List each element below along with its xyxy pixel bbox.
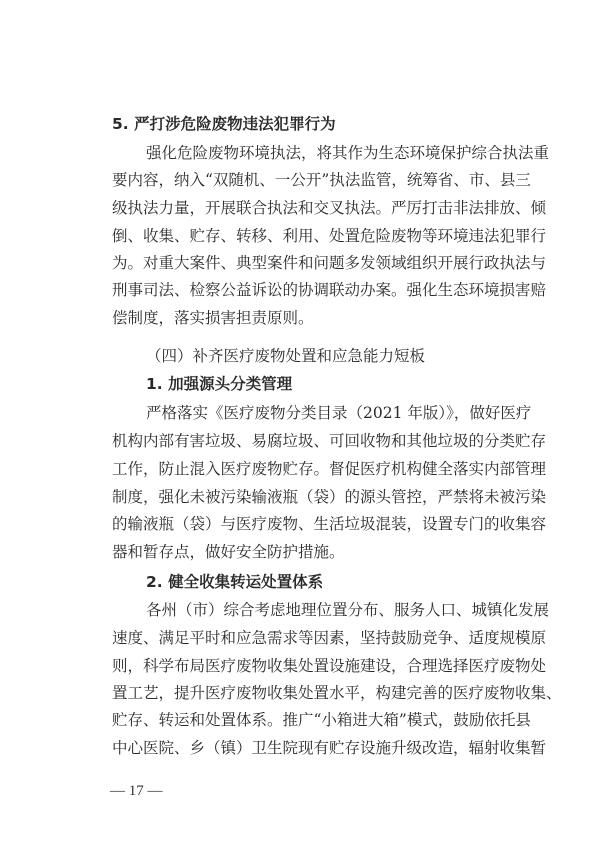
paragraph-line: 贮存、转运和处置体系。推广“小箱进大箱”模式，鼓励依托县 xyxy=(112,711,531,729)
part-heading: （四）补齐医疗废物处置和应急能力短板 xyxy=(146,347,426,365)
paragraph-line: 为。对重大案件、典型案件和问题多发领域组织开展行政执法与 xyxy=(112,254,547,272)
section-heading: 5. 严打涉危险废物违法犯罪行为 xyxy=(112,115,336,133)
paragraph-line: 强化危险废物环境执法，将其作为生态环境保护综合执法重 xyxy=(146,144,550,162)
paragraph-line: 刑事司法、检察公益诉讼的协调联动办案。强化生态环境损害赔 xyxy=(112,281,547,299)
paragraph-line: 置工艺，提升医疗废物收集处置水平，构建完善的医疗废物收集、 xyxy=(112,684,562,702)
paragraph-line: 中心医院、乡（镇）卫生院现有贮存设施升级改造，辐射收集暂 xyxy=(112,739,547,757)
paragraph-line: 各州（市）综合考虑地理位置分布、服务人口、城镇化发展 xyxy=(146,601,550,619)
paragraph-line: 级执法力量，开展联合执法和交叉执法。严厉打击非法排放、倾 xyxy=(112,199,547,217)
paragraph-line: 的输液瓶（袋）与医疗废物、生活垃圾混装，设置专门的收集容 xyxy=(112,515,547,533)
paragraph-line: 严格落实《医疗废物分类目录（2021 年版）》，做好医疗 xyxy=(146,404,532,422)
item-heading: 2. 健全收集转运处置体系 xyxy=(146,573,324,591)
paragraph-line: 要内容，纳入“双随机、一公开”执法监管，统筹省、市、县三 xyxy=(112,171,531,189)
page-number: — 17 — xyxy=(110,783,163,799)
paragraph-line: 则，科学布局医疗废物收集处置设施建设，合理选择医疗废物处 xyxy=(112,657,547,675)
paragraph-line: 偿制度，落实损害担责原则。 xyxy=(112,309,314,327)
paragraph-line: 倒、收集、贮存、转移、利用、处置危险废物等环境违法犯罪行 xyxy=(112,227,547,245)
paragraph-line: 机构内部有害垃圾、易腐垃圾、可回收物和其他垃圾的分类贮存 xyxy=(112,432,547,450)
item-heading: 1. 加强源头分类管理 xyxy=(146,375,293,393)
paragraph-line: 工作，防止混入医疗废物贮存。督促医疗机构健全落实内部管理 xyxy=(112,460,547,478)
paragraph-line: 器和暂存点，做好安全防护措施。 xyxy=(112,543,345,561)
paragraph-line: 速度、满足平时和应急需求等因素，坚持鼓励竞争、适度规模原 xyxy=(112,629,547,647)
paragraph-line: 制度，强化未被污染输液瓶（袋）的源头管控，严禁将未被污染 xyxy=(112,488,547,506)
